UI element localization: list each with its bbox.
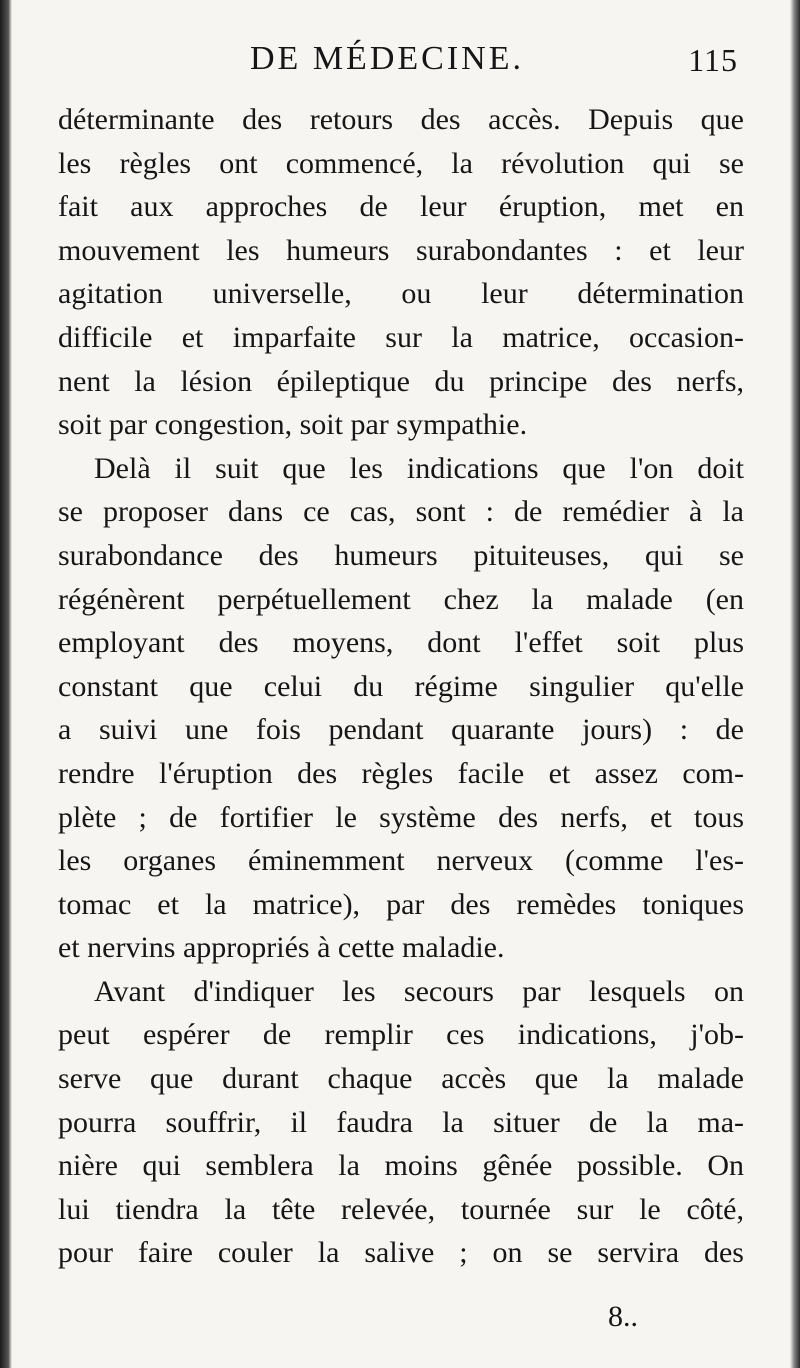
text-line: rendre l'éruption des règles facile et assez com- — [58, 756, 744, 790]
text-line: soit par congestion, soit par sympathie. — [58, 408, 528, 442]
text-line: a suivi une fois pendant quarante jours) : de — [58, 713, 744, 747]
paragraph-2 — [58, 447, 744, 970]
text-line: pour faire couler la salive ; on se servira des — [58, 1236, 744, 1270]
text-line: les organes éminemment nerveux (comme l'es- — [58, 844, 744, 878]
text-line: régénèrent perpétuellement chez la malade (en — [58, 582, 744, 616]
text-line: mouvement les humeurs surabondantes : et leur — [58, 233, 744, 267]
scan-edge-right — [790, 0, 800, 1368]
text-line: constant que celui du régime singulier qu'elle — [58, 669, 744, 703]
signature-mark: 8.. — [608, 1300, 638, 1333]
text-line: déterminante des retours des accès. Depuis que — [58, 103, 744, 136]
text-line: Delà il suit que les indications que l'on doit — [94, 451, 744, 485]
scan-edge-left — [0, 0, 12, 1368]
text-line: nent la lésion épileptique du principe des nerfs, — [58, 364, 744, 398]
text-line: Avant d'indiquer les secours par lesquels on — [94, 974, 744, 1008]
running-head: DE MÉDECINE. — [250, 40, 524, 77]
text-line: fait aux approches de leur éruption, met en — [58, 190, 744, 224]
body-text — [58, 98, 744, 1275]
text-line: surabondance des humeurs pituiteuses, qui se — [58, 538, 744, 572]
text-line: difficile et imparfaite sur la matrice, occasion- — [58, 320, 744, 354]
text-line: tomac et la matrice), par des remèdes toniques — [58, 887, 744, 921]
paragraph-1 — [58, 98, 744, 447]
text-line: pourra souffrir, il faudra la situer de la ma- — [58, 1105, 744, 1139]
text-line: lui tiendra la tête relevée, tournée sur le côté, — [58, 1192, 744, 1226]
paragraph-3 — [58, 970, 744, 1275]
text-line: et nervins appropriés à cette maladie. — [58, 931, 505, 965]
text-line: les règles ont commencé, la révolution qui se — [58, 146, 744, 180]
text-line: employant des moyens, dont l'effet soit plus — [58, 626, 744, 660]
text-line: peut espérer de remplir ces indications, j'ob- — [58, 1018, 744, 1052]
text-line: serve que durant chaque accès que la malade — [58, 1062, 744, 1096]
text-line: plète ; de fortifier le système des nerfs, et tous — [58, 800, 744, 834]
text-line: se proposer dans ce cas, sont : de remédier à la — [58, 495, 744, 529]
text-line: nière qui semblera la moins gênée possible. On — [58, 1149, 744, 1183]
page-number: 115 — [688, 42, 738, 78]
text-line: agitation universelle, ou leur détermination — [58, 277, 744, 311]
page-header — [60, 40, 740, 88]
